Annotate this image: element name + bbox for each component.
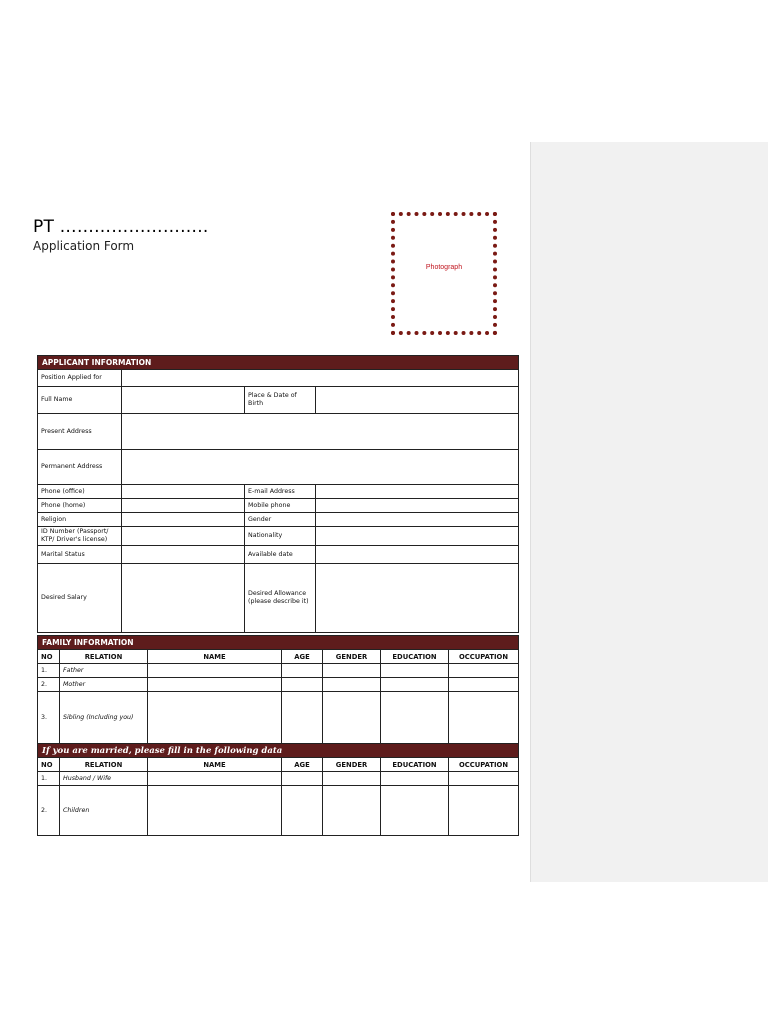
col-relation: RELATION (60, 758, 148, 772)
email-field[interactable] (316, 485, 519, 499)
salary-field[interactable] (122, 564, 245, 633)
education-cell[interactable] (381, 692, 449, 744)
education-cell[interactable] (381, 678, 449, 692)
birth-label: Place & Date of Birth (245, 387, 316, 414)
gender-cell[interactable] (323, 786, 381, 836)
table-row (38, 692, 519, 744)
col-no: NO (38, 758, 60, 772)
table-row (38, 664, 519, 678)
col-name: NAME (148, 758, 282, 772)
nationality-field[interactable] (316, 527, 519, 546)
col-no: NO (38, 650, 60, 664)
row-relation: Sibling (Including you) (60, 692, 148, 744)
family-table (37, 635, 519, 744)
occupation-cell[interactable] (449, 772, 519, 786)
married-section-header: If you are married, please fill in the following data (38, 744, 519, 758)
religion-field[interactable] (122, 513, 245, 527)
name-cell[interactable] (148, 692, 282, 744)
phone-home-label: Phone (home) (38, 499, 122, 513)
row-no: 3. (38, 692, 60, 744)
full-name-field[interactable] (122, 387, 245, 414)
gender-cell[interactable] (323, 772, 381, 786)
permanent-address-label: Permanent Address (38, 450, 122, 485)
present-address-field[interactable] (122, 414, 519, 450)
row-relation: Husband / Wife (60, 772, 148, 786)
applicant-section-header: APPLICANT INFORMATION (38, 356, 519, 370)
col-age: AGE (282, 650, 323, 664)
gender-cell[interactable] (323, 678, 381, 692)
marital-label: Marital Status (38, 546, 122, 564)
row-no: 1. (38, 664, 60, 678)
allowance-field[interactable] (316, 564, 519, 633)
row-no: 2. (38, 678, 60, 692)
education-cell[interactable] (381, 786, 449, 836)
occupation-cell[interactable] (449, 786, 519, 836)
row-relation: Children (60, 786, 148, 836)
company-name: PT …………………….. (33, 217, 209, 237)
occupation-cell[interactable] (449, 664, 519, 678)
name-cell[interactable] (148, 664, 282, 678)
phone-office-label: Phone (office) (38, 485, 122, 499)
col-education: EDUCATION (381, 650, 449, 664)
religion-label: Religion (38, 513, 122, 527)
age-cell[interactable] (282, 678, 323, 692)
applicant-table (37, 355, 519, 633)
name-cell[interactable] (148, 772, 282, 786)
row-no: 2. (38, 786, 60, 836)
present-address-label: Present Address (38, 414, 122, 450)
gender-field[interactable] (316, 513, 519, 527)
position-field[interactable] (122, 370, 519, 387)
form-title: Application Form (33, 239, 135, 253)
gender-label: Gender (245, 513, 316, 527)
col-occupation: OCCUPATION (449, 758, 519, 772)
birth-field[interactable] (316, 387, 519, 414)
name-cell[interactable] (148, 786, 282, 836)
email-label: E-mail Address (245, 485, 316, 499)
family-section-header: FAMILY INFORMATION (38, 636, 519, 650)
phone-home-field[interactable] (122, 499, 245, 513)
col-gender: GENDER (323, 650, 381, 664)
occupation-cell[interactable] (449, 692, 519, 744)
name-cell[interactable] (148, 678, 282, 692)
col-education: EDUCATION (381, 758, 449, 772)
age-cell[interactable] (282, 772, 323, 786)
mobile-field[interactable] (316, 499, 519, 513)
education-cell[interactable] (381, 664, 449, 678)
age-cell[interactable] (282, 664, 323, 678)
photograph-box (391, 212, 497, 335)
col-occupation: OCCUPATION (449, 650, 519, 664)
id-number-label: ID Number (Passport/ KTP/ Driver's license) (38, 527, 122, 546)
col-age: AGE (282, 758, 323, 772)
photograph-label: Photograph (425, 264, 463, 271)
age-cell[interactable] (282, 786, 323, 836)
col-name: NAME (148, 650, 282, 664)
mobile-label: Mobile phone (245, 499, 316, 513)
position-label: Position Applied for (38, 370, 122, 387)
id-number-field[interactable] (122, 527, 245, 546)
col-gender: GENDER (323, 758, 381, 772)
allowance-label: Desired Allowance (please describe it) (245, 564, 316, 633)
education-cell[interactable] (381, 772, 449, 786)
occupation-cell[interactable] (449, 678, 519, 692)
table-row (38, 678, 519, 692)
salary-label: Desired Salary (38, 564, 122, 633)
gender-cell[interactable] (323, 664, 381, 678)
available-field[interactable] (316, 546, 519, 564)
married-table (37, 743, 519, 836)
phone-office-field[interactable] (122, 485, 245, 499)
row-no: 1. (38, 772, 60, 786)
table-row (38, 772, 519, 786)
full-name-label: Full Name (38, 387, 122, 414)
available-label: Available date (245, 546, 316, 564)
col-relation: RELATION (60, 650, 148, 664)
table-row (38, 786, 519, 836)
side-panel (530, 142, 768, 882)
nationality-label: Nationality (245, 527, 316, 546)
gender-cell[interactable] (323, 692, 381, 744)
permanent-address-field[interactable] (122, 450, 519, 485)
marital-field[interactable] (122, 546, 245, 564)
age-cell[interactable] (282, 692, 323, 744)
row-relation: Father (60, 664, 148, 678)
row-relation: Mother (60, 678, 148, 692)
